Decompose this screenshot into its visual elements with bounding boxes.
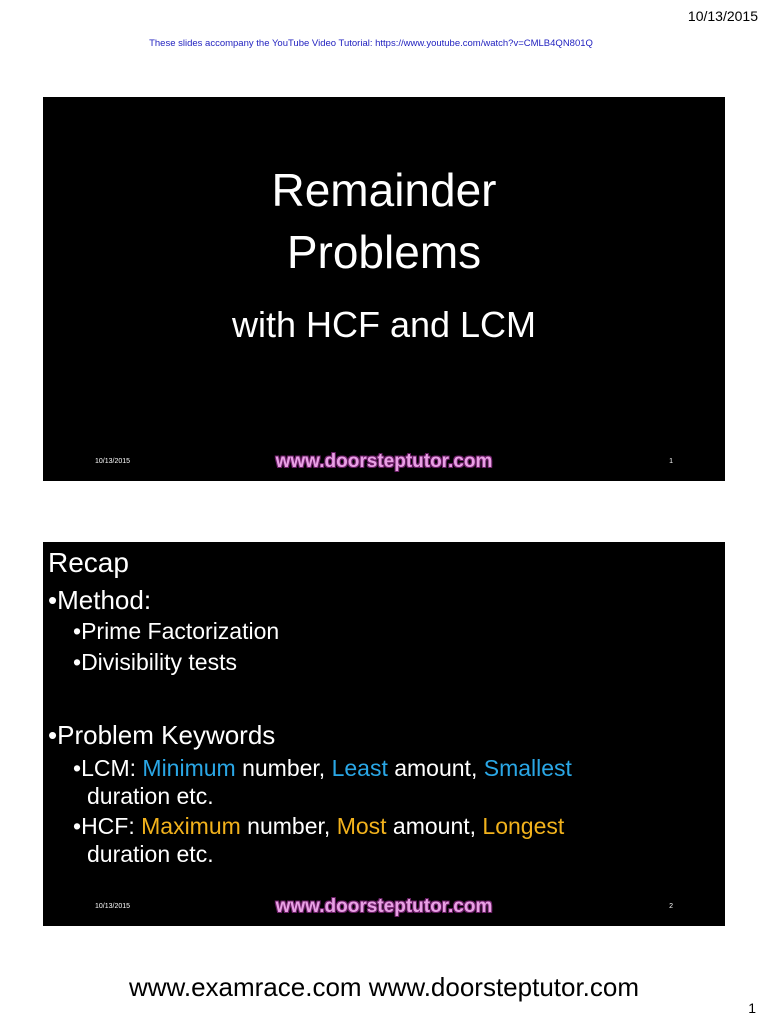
bottom-urls: www.examrace.com www.doorsteptutor.com xyxy=(128,972,640,1002)
lcm-keyword-minimum: Minimum xyxy=(142,755,236,781)
hcf-text-2: amount, xyxy=(386,813,483,839)
hcf-prefix: HCF: xyxy=(81,813,142,839)
lcm-prefix: LCM: xyxy=(81,755,143,781)
slide-2-number: 2 xyxy=(669,903,673,910)
bullet-divisibility-tests: •Divisibility tests xyxy=(73,649,237,675)
slide-1-footer-url: www.doorsteptutor.com xyxy=(275,451,493,472)
lcm-text-1: number, xyxy=(235,755,332,781)
slide-2-footer xyxy=(43,897,725,921)
lcm-continuation: duration etc. xyxy=(87,783,214,809)
hcf-text-1: number, xyxy=(240,813,337,839)
lcm-keyword-least: Least xyxy=(331,755,388,781)
bullet-divisibility-text: Divisibility tests xyxy=(81,649,237,675)
slide-1-subtitle: with HCF and LCM xyxy=(231,304,537,345)
hcf-keyword-most: Most xyxy=(336,813,387,839)
slide-1-number: 1 xyxy=(669,458,673,465)
bullet-lcm: •LCM: Minimum number, Least amount, Smallest xyxy=(73,755,572,781)
tutorial-note: These slides accompany the YouTube Video Tutorial: https://www.youtube.com/watch?v=CMLB4QN801Q xyxy=(149,38,593,49)
slide-2-footer-url: www.doorsteptutor.com xyxy=(275,896,493,917)
slide-1 xyxy=(43,97,725,481)
page-date: 10/13/2015 xyxy=(687,8,758,24)
hcf-continuation: duration etc. xyxy=(87,841,214,867)
slide-1-footer-date: 10/13/2015 xyxy=(95,458,131,465)
bullet-prime-text: Prime Factorization xyxy=(81,618,280,644)
slide-2-footer-date: 10/13/2015 xyxy=(95,903,131,910)
lcm-keyword-smallest: Smallest xyxy=(483,755,572,781)
slide-1-footer xyxy=(43,452,725,476)
bullet-hcf: •HCF: Maximum number, Most amount, Longest xyxy=(73,813,565,839)
bullet-method: •Method: xyxy=(48,585,152,615)
lcm-text-2: amount, xyxy=(387,755,484,781)
slide-2 xyxy=(43,542,725,926)
bullet-method-text: Method: xyxy=(57,585,152,615)
slide-1-title xyxy=(43,159,725,283)
hcf-keyword-longest: Longest xyxy=(482,813,565,839)
slide-2-heading: Recap xyxy=(48,547,129,578)
title-line-1: Remainder xyxy=(271,164,497,216)
bullet-prime-factorization: •Prime Factorization xyxy=(73,618,280,644)
title-line-2: Problems xyxy=(286,226,482,278)
bullet-problem-keywords: •Problem Keywords xyxy=(48,720,276,750)
page-number: 1 xyxy=(748,1000,756,1016)
hcf-keyword-maximum: Maximum xyxy=(141,813,241,839)
bullet-keywords-text: Problem Keywords xyxy=(57,720,276,750)
